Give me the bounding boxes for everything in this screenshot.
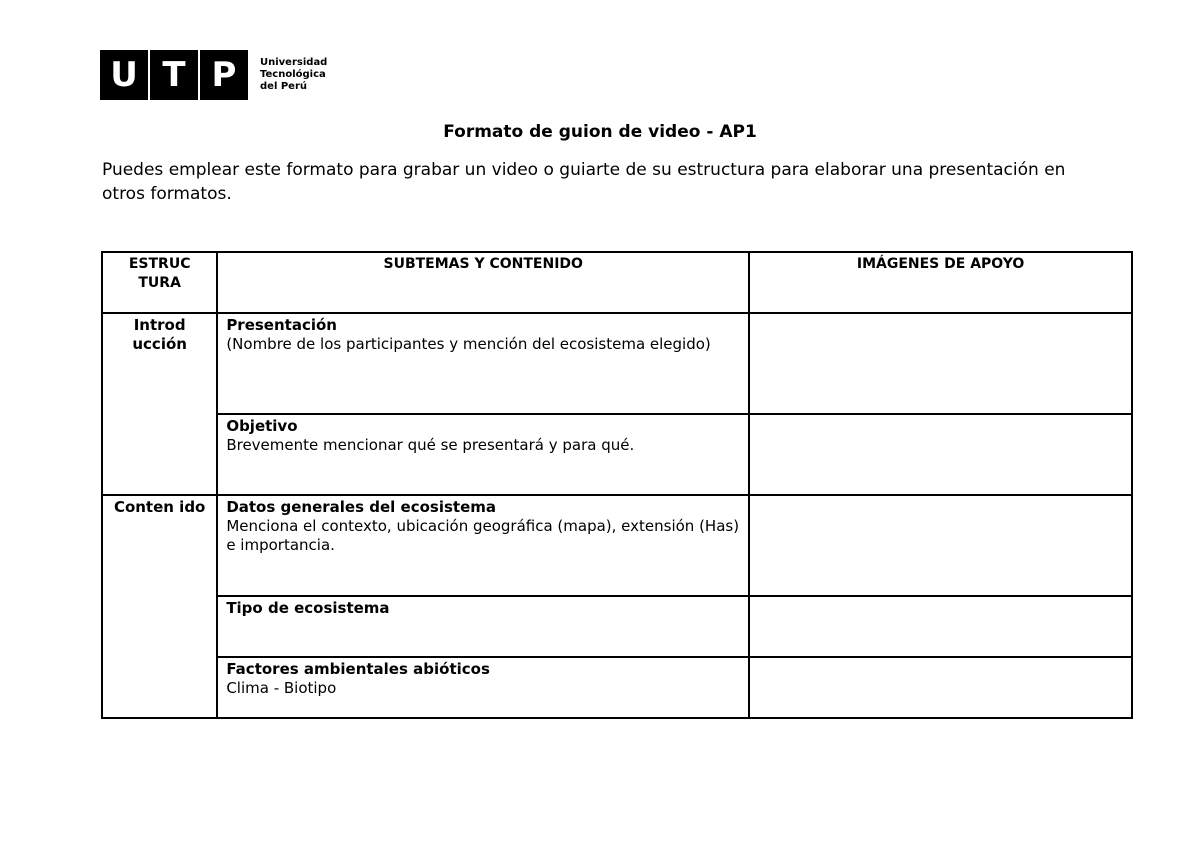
section-label-introduccion: Introd ucción (102, 313, 217, 495)
content-heading: Tipo de ecosistema (226, 599, 390, 617)
intro-paragraph: Puedes emplear este formato para grabar un video o guiarte de su estructura para elaborar una presentación en otros formatos. (102, 160, 1066, 204)
images-cell[interactable] (749, 414, 1132, 495)
logo-name-line: del Perú (260, 81, 308, 92)
content-heading: Presentación (226, 316, 337, 334)
content-text: (Nombre de los participantes y mención del ecosistema elegido) (226, 335, 711, 353)
table-row (102, 596, 1132, 657)
content-cell (217, 596, 749, 657)
content-cell (217, 414, 749, 495)
section-label-contenido: Conten ido (102, 495, 217, 718)
content-text: Brevemente mencionar qué se presentará y para qué. (226, 436, 635, 454)
content-text: Clima - Biotipo (226, 679, 337, 697)
content-heading: Datos generales del ecosistema (226, 498, 496, 516)
header-content: SUBTEMAS Y CONTENIDO (217, 252, 749, 313)
header-structure: ESTRUC TURA (102, 252, 217, 313)
content-heading: Objetivo (226, 417, 298, 435)
content-text: Menciona el contexto, ubicación geográfica (mapa), extensión (Has) e importancia. (226, 517, 740, 554)
table-row (102, 414, 1132, 495)
content-cell (217, 657, 749, 718)
images-cell[interactable] (749, 495, 1132, 596)
content-cell (217, 495, 749, 596)
table-row (102, 657, 1132, 718)
logo-name-line: Universidad (260, 57, 328, 68)
images-cell[interactable] (749, 313, 1132, 414)
header-images: IMÁGENES DE APOYO (749, 252, 1132, 313)
utp-logo (100, 50, 327, 100)
table-row (102, 495, 1132, 596)
logo-letter-p: P (200, 50, 248, 100)
images-cell[interactable] (749, 657, 1132, 718)
content-cell (217, 313, 749, 414)
video-script-table (101, 251, 1133, 719)
table-header-row (102, 252, 1132, 313)
content-heading: Factores ambientales abióticos (226, 660, 490, 678)
logo-letter-u: U (100, 50, 148, 100)
images-cell[interactable] (749, 596, 1132, 657)
logo-university-name (260, 57, 327, 93)
document-title: Formato de guion de video - AP1 (443, 122, 757, 142)
logo-letter-t: T (150, 50, 198, 100)
logo-name-line: Tecnológica (260, 69, 326, 80)
table-row (102, 313, 1132, 414)
